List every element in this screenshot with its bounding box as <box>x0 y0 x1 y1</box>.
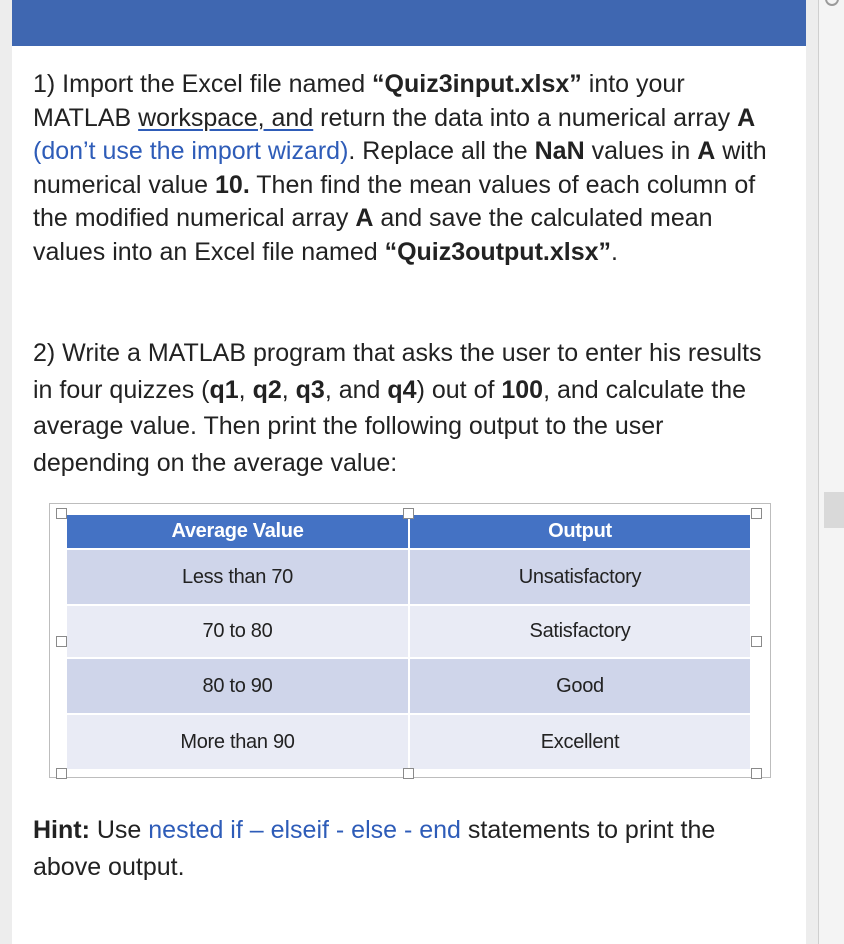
header-average-value: Average Value <box>67 515 408 550</box>
table-cell: Good <box>408 659 750 715</box>
input-filename: “Quiz3input.xlsx” <box>372 70 582 98</box>
resize-handle-top-right[interactable] <box>751 508 762 519</box>
resize-handle-right[interactable] <box>751 636 762 647</box>
variable-a: A <box>355 204 374 232</box>
workspace-underlined: workspace, and <box>138 103 314 132</box>
resize-handle-top[interactable] <box>403 508 414 519</box>
slide-panel-scrollbar[interactable] <box>818 0 844 944</box>
resize-handle-top-left[interactable] <box>56 508 67 519</box>
resize-handle-bottom-right[interactable] <box>751 768 762 779</box>
q1-end: . <box>611 237 618 266</box>
output-filename: “Quiz3output.xlsx” <box>384 237 611 266</box>
table-header-row <box>67 515 750 550</box>
table-row <box>67 606 750 659</box>
table-cell: More than 90 <box>67 715 408 771</box>
value-ten: 10. <box>215 170 250 199</box>
scrollbar-thumb[interactable] <box>824 492 844 528</box>
resize-handle-bottom[interactable] <box>403 768 414 779</box>
separator: , <box>238 375 253 404</box>
q1-text-part: . Replace all the <box>348 137 535 165</box>
hint-text <box>33 812 773 886</box>
hint-keywords: nested if – elseif - else - end <box>148 816 461 844</box>
table-cell: Excellent <box>408 715 750 771</box>
circle-icon <box>825 0 839 6</box>
table-cell: 80 to 90 <box>67 659 408 715</box>
quiz-var-q1: q1 <box>209 375 239 404</box>
q1-text-part: Then find the mean values of each column of the modified numerical array <box>33 170 756 232</box>
table-row <box>67 550 750 606</box>
table-cell: Satisfactory <box>408 606 750 659</box>
hint-text-part: statements to print the above output. <box>33 816 716 881</box>
variable-a: A <box>697 137 716 165</box>
q2-prefix: 2) Write a MATLAB program that asks the user to enter his results in four quizzes ( <box>33 339 762 404</box>
resize-handle-bottom-left[interactable] <box>56 768 67 779</box>
separator: , <box>281 375 296 404</box>
nan-keyword: NaN <box>534 137 585 165</box>
table-cell: 70 to 80 <box>67 606 408 659</box>
question-1-text <box>33 68 773 269</box>
hint-label: Hint: <box>33 816 90 844</box>
import-wizard-note: (don’t use the import wizard) <box>33 137 349 165</box>
table-row <box>67 659 750 715</box>
table-cell: Unsatisfactory <box>408 550 750 606</box>
q1-text-part: values in <box>584 137 698 165</box>
header-output: Output <box>408 515 750 550</box>
hint-text-part: Use <box>89 816 149 844</box>
quiz-var-q3: q3 <box>295 375 325 404</box>
variable-a: A <box>737 103 756 132</box>
q1-text-part: with numerical value <box>33 137 767 199</box>
value-hundred: 100 <box>501 375 544 404</box>
q1-text-part: and save the calculated mean values into an Excel file named <box>33 204 713 266</box>
quiz-var-q2: q2 <box>252 375 282 404</box>
q1-text-part: return the data into a numerical array <box>313 103 738 132</box>
quiz-var-q4: q4 <box>387 375 417 404</box>
separator: , and <box>324 375 388 404</box>
question-2-text <box>33 335 773 481</box>
table-row <box>67 715 750 771</box>
grading-table[interactable] <box>67 515 750 771</box>
slide-header-bar <box>12 0 806 46</box>
table-cell: Less than 70 <box>67 550 408 606</box>
q1-text-part: into your MATLAB <box>33 70 685 132</box>
q1-prefix: 1) Import the Excel file named <box>33 70 373 98</box>
q2-text-part: , and calculate the average value. Then print the following output to the user depending on the average value: <box>33 375 746 477</box>
q2-text-part: ) out of <box>416 375 502 404</box>
resize-handle-left[interactable] <box>56 636 67 647</box>
